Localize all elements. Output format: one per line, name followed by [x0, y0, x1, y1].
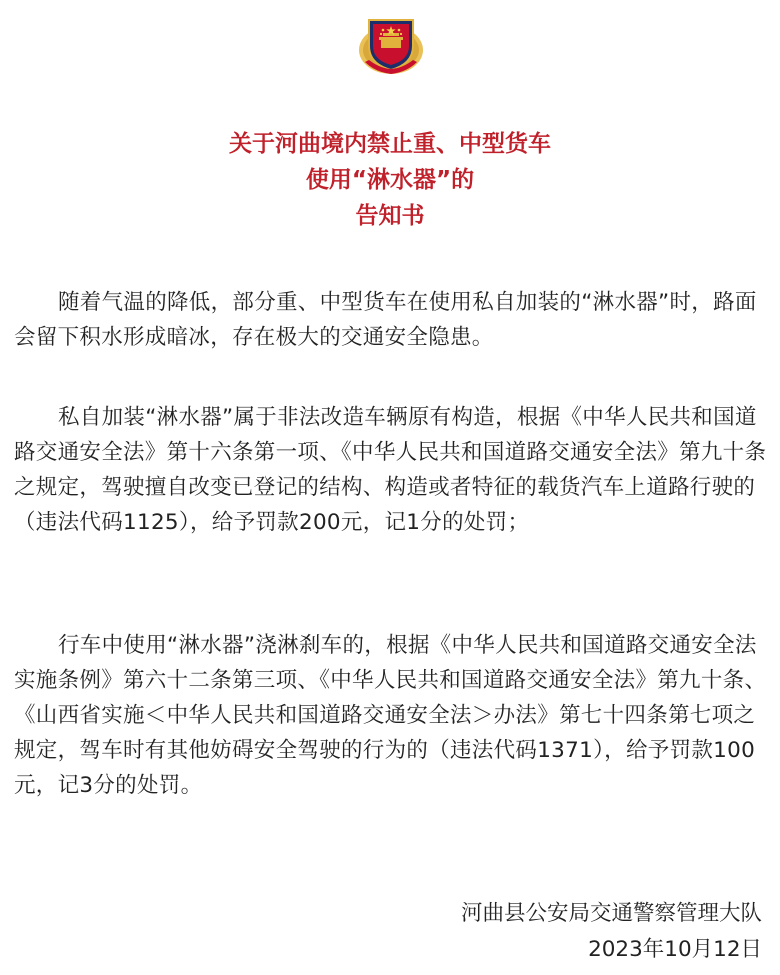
- title-line-1: 关于河曲境内禁止重、中型货车: [229, 131, 551, 157]
- title-line-2: 使用“淋水器”的: [305, 167, 475, 193]
- paragraph-illegal-modification: 私自加装“淋水器”属于非法改造车辆原有构造，根据《中华人民共和国道路交通安全法》第十六条第一项、《中华人民共和国道路交通安全法》第九十条之规定，驾驶擅自改变已登记的结构、构造或者特征的载货汽车上道路行驶的（违法代码1125），给予罚款200元，记1分的处罚；: [14, 405, 767, 535]
- notice-title: [0, 126, 780, 234]
- paragraph-brake-spraying: 行车中使用“淋水器”浇淋刹车的，根据《中华人民共和国道路交通安全法实施条例》第六十二条第三项、《中华人民共和国道路交通安全法》第九十条、《山西省实施＜中华人民共和国道路交通安全法＞办法》第七十四条第七项之规定，驾车时有其他妨碍安全驾驶的行为的（违法代码1371），给予罚款100元，记3分的处罚。: [14, 633, 767, 798]
- signature-organization: 河曲县公安局交通警察管理大队: [460, 901, 762, 926]
- signature-date: 2023年10月12日: [588, 937, 762, 962]
- paragraph-intro: 随着气温的降低，部分重、中型货车在使用私自加装的“淋水器”时，路面会留下积水形成暗冰，存在极大的交通安全隐患。: [14, 290, 757, 350]
- police-emblem-icon: [355, 6, 427, 78]
- title-line-3: 告知书: [355, 203, 425, 229]
